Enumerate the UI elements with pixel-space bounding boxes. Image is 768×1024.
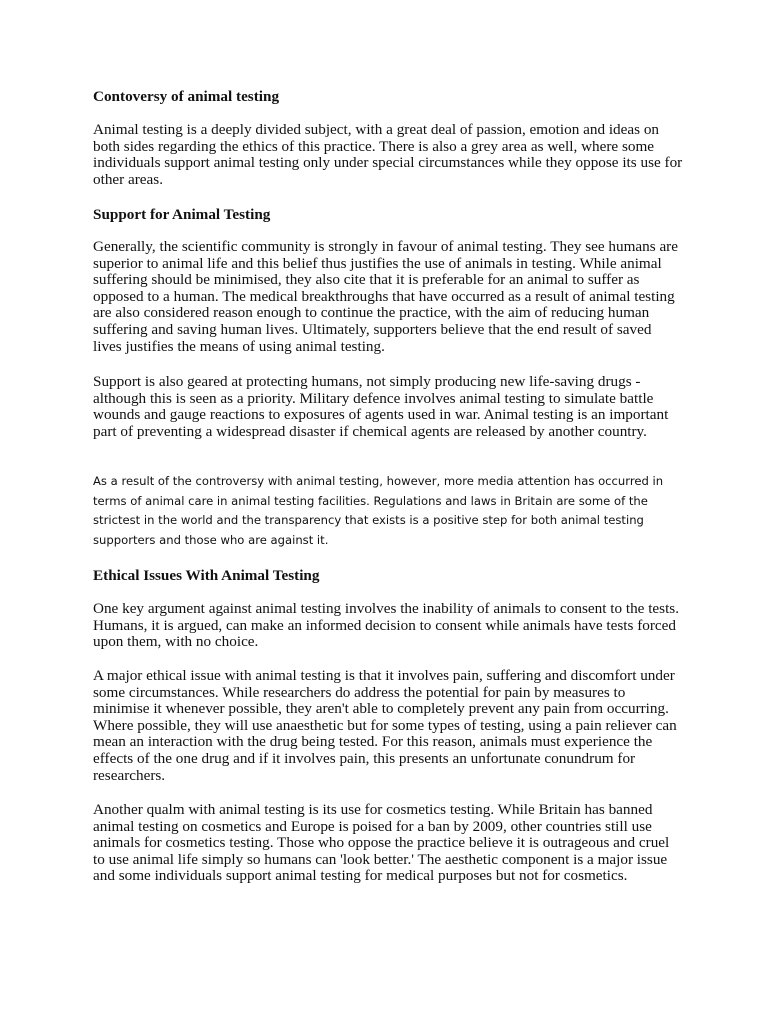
paragraph-support-scientific: Generally, the scientific community is strongly in favour of animal testing. They see humans are superior to animal life and this belief thus justifies the use of animals in testing. While animal suffering should be minimised, they also cite that it is preferable for an animal to suffer as opposed to a human. The medical breakthroughs that have occurred as a result of animal testing are also considered reason enough to continue the practice, with the aim of reducing human suffering and saving human lives. Ultimately, supporters believe that the end result of saved lives justifies the means of using animal testing. <box>93 238 678 355</box>
paragraph-media-attention: As a result of the controversy with animal testing, however, more media attention has occurred in terms of animal care in animal testing facilities. Regulations and laws in Britain are some of the strictest in the world and the transparency that exists is a positive step for both animal testing supporters and those who are against it. <box>93 474 664 547</box>
paragraph-support-military: Support is also geared at protecting humans, not simply producing new life-saving drugs - although this is seen as a priority. Military defence involves animal testing to simulate battle wounds and gauge reactions to exposures of agents used in war. Animal testing is an important part of preventing a widespread disaster if chemical agents are released by another country. <box>93 373 669 440</box>
paragraph-intro: Animal testing is a deeply divided subject, with a great deal of passion, emotion and ideas on both sides regarding the ethics of this practice. There is also a grey area as well, where some individuals support animal testing only under special circumstances while they oppose its use for other areas. <box>93 121 683 188</box>
paragraph-pain: A major ethical issue with animal testing is that it involves pain, suffering and discomfort under some circumstances. While researchers do address the potential for pain by measures to minimise it whenever possible, they aren't able to completely prevent any pain from occurring. Where possible, they will use anaesthetic but for some types of testing, using a pain reliever can mean an interaction with the drug being tested. For this reason, animals must experience the effects of the one drug and if it involves pain, this presents an unfortunate conundrum for researchers. <box>93 667 677 784</box>
paragraph-consent: One key argument against animal testing involves the inability of animals to consent to the tests. Humans, it is argued, can make an informed decision to consent while animals have tests forced upon them, with no choice. <box>93 600 680 651</box>
paragraph-cosmetics: Another qualm with animal testing is its use for cosmetics testing. While Britain has banned animal testing on cosmetics and Europe is poised for a ban by 2009, other countries still use animals for cosmetics testing. Those who oppose the practice believe it is outrageous and cruel to use animal life simply so humans can 'look better.' The aesthetic component is a major issue and some individuals support animal testing for medical purposes but not for cosmetics. <box>93 801 670 885</box>
heading-support: Support for Animal Testing <box>93 206 271 223</box>
heading-controversy: Contoversy of animal testing <box>93 88 280 105</box>
heading-ethical: Ethical Issues With Animal Testing <box>93 567 320 584</box>
